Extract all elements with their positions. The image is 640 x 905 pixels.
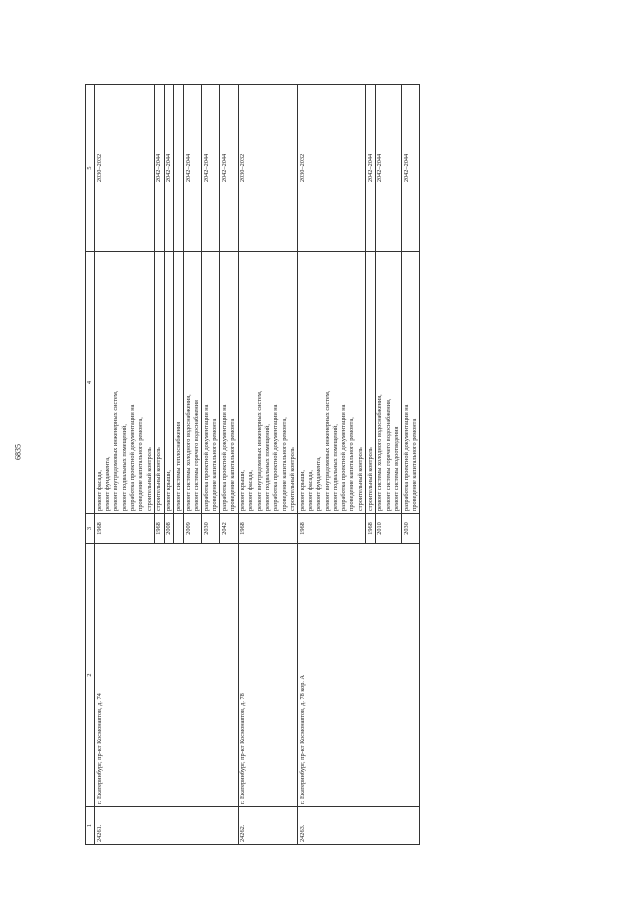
- cell-period: 2042–2044: [375, 85, 401, 252]
- work-line: проведение капитального ремонта,: [280, 417, 288, 511]
- header-col-2: 2: [86, 544, 95, 807]
- work-line: ремонт внутридомовых инженерных систем,: [323, 390, 331, 511]
- table-header-row: [86, 85, 95, 845]
- work-line: ремонт крыши,: [165, 469, 173, 511]
- header-col-5: 5: [86, 85, 95, 252]
- work-line: ремонт подвальных помещений,: [331, 424, 339, 511]
- work-line: проведение капитального ремонта,: [348, 417, 356, 511]
- cell-year: 2030: [202, 514, 220, 544]
- cell-work-types: [174, 252, 184, 514]
- header-col-4: 4: [86, 252, 95, 514]
- cell-year: 1968: [298, 514, 366, 544]
- cell-work-types: [220, 252, 238, 514]
- work-line: проведение капитального ремонта: [410, 418, 418, 511]
- cell-period: [174, 85, 184, 252]
- work-line: разработка проектной документации на: [128, 404, 136, 511]
- work-line: ремонт системы водоотведения: [392, 426, 400, 511]
- cell-period: 2042–2044: [202, 85, 220, 252]
- cell-work-types: [154, 252, 164, 514]
- cell-period: 2042–2044: [220, 85, 238, 252]
- cell-number: 24261.: [95, 807, 238, 845]
- work-line: ремонт крыши,: [239, 469, 247, 511]
- cell-year: 2030: [402, 514, 420, 544]
- header-col-1: 1: [86, 807, 95, 845]
- cell-period: 2042–2044: [402, 85, 420, 252]
- work-line: строительный контроль: [155, 447, 163, 511]
- cell-work-types: [402, 252, 420, 514]
- cell-period: 2030–2032: [298, 85, 366, 252]
- page-number: 6835: [13, 444, 23, 460]
- cell-year: 1968: [154, 514, 164, 544]
- work-line: строительный контроль: [288, 447, 296, 511]
- cell-number: 24263.: [298, 807, 420, 845]
- cell-address: г. Екатеринбург, пр-кт Космонавтов, д. 78: [238, 544, 298, 807]
- work-line: ремонт фундамента,: [104, 456, 112, 511]
- cell-year: 1968: [238, 514, 298, 544]
- work-line: ремонт крыши,: [298, 469, 306, 511]
- cell-work-types: [202, 252, 220, 514]
- cell-year: 2010: [375, 514, 401, 544]
- work-line: разработка проектной документации на: [220, 404, 228, 511]
- work-line: строительный контроль: [366, 447, 374, 511]
- cell-work-types: [184, 252, 202, 514]
- work-line: ремонт подвальных помещений,: [120, 424, 128, 511]
- work-line: ремонт системы холодного водоснабжения,: [376, 394, 384, 511]
- cell-year: 1968: [366, 514, 376, 544]
- cell-work-types: [366, 252, 376, 514]
- cell-year: 2008: [164, 514, 174, 544]
- work-line: ремонт фасада,: [306, 470, 314, 511]
- work-line: ремонт системы теплоснабжения: [174, 421, 182, 511]
- cell-year: 2042: [220, 514, 238, 544]
- work-line: разработка проектной документации на: [402, 404, 410, 511]
- work-line: строительный контроль: [356, 447, 364, 511]
- work-line: разработка проектной документации на: [340, 404, 348, 511]
- cell-period: 2042–2044: [154, 85, 164, 252]
- table-row: [238, 85, 298, 845]
- cell-year: 2009: [184, 514, 202, 544]
- header-col-3: 3: [86, 514, 95, 544]
- work-line: ремонт фасада,: [95, 470, 103, 511]
- cell-period: 2042–2044: [366, 85, 376, 252]
- work-line: проведение капитального ремонта,: [137, 417, 145, 511]
- cell-work-types: [298, 252, 366, 514]
- work-line: ремонт внутридомовых инженерных систем,: [255, 390, 263, 511]
- work-line: разработка проектной документации на: [202, 404, 210, 511]
- work-line: проведение капитального ремонта: [229, 418, 237, 511]
- table-row: [298, 85, 366, 845]
- work-line: ремонт внутридомовых инженерных систем,: [112, 390, 120, 511]
- cell-work-types: [95, 252, 155, 514]
- work-line: ремонт системы холодного водоснабжения,: [184, 394, 192, 511]
- rotated-table-container: [85, 85, 555, 845]
- work-line: строительный контроль: [145, 447, 153, 511]
- work-line: ремонт системы горячего водоснабжения,: [384, 398, 392, 511]
- cell-period: 2030–2032: [95, 85, 155, 252]
- cell-address: г. Екатеринбург, пр-кт Космонавтов, д. 78 кор. А: [298, 544, 420, 807]
- work-line: разработка проектной документации на: [272, 404, 280, 511]
- work-line: ремонт фасада,: [247, 470, 255, 511]
- cell-year: [174, 514, 184, 544]
- work-line: ремонт системы горячего водоснабжения: [193, 400, 201, 511]
- cell-year: 1968: [95, 514, 155, 544]
- cell-address: г. Екатеринбург, пр-кт Космонавтов, д. 74: [95, 544, 238, 807]
- cell-period: 2042–2044: [164, 85, 174, 252]
- cell-work-types: [238, 252, 298, 514]
- document-sheet: [85, 85, 555, 845]
- cell-work-types: [375, 252, 401, 514]
- work-line: проведение капитального ремонта: [211, 418, 219, 511]
- cell-work-types: [164, 252, 174, 514]
- repair-schedule-table: [85, 84, 420, 845]
- cell-number: 24262.: [238, 807, 298, 845]
- work-line: ремонт фундамента,: [315, 456, 323, 511]
- cell-period: 2042–2044: [184, 85, 202, 252]
- cell-period: 2030–2032: [238, 85, 298, 252]
- work-line: ремонт подвальных помещений,: [263, 424, 271, 511]
- table-row: [95, 85, 155, 845]
- table-body: [95, 85, 420, 845]
